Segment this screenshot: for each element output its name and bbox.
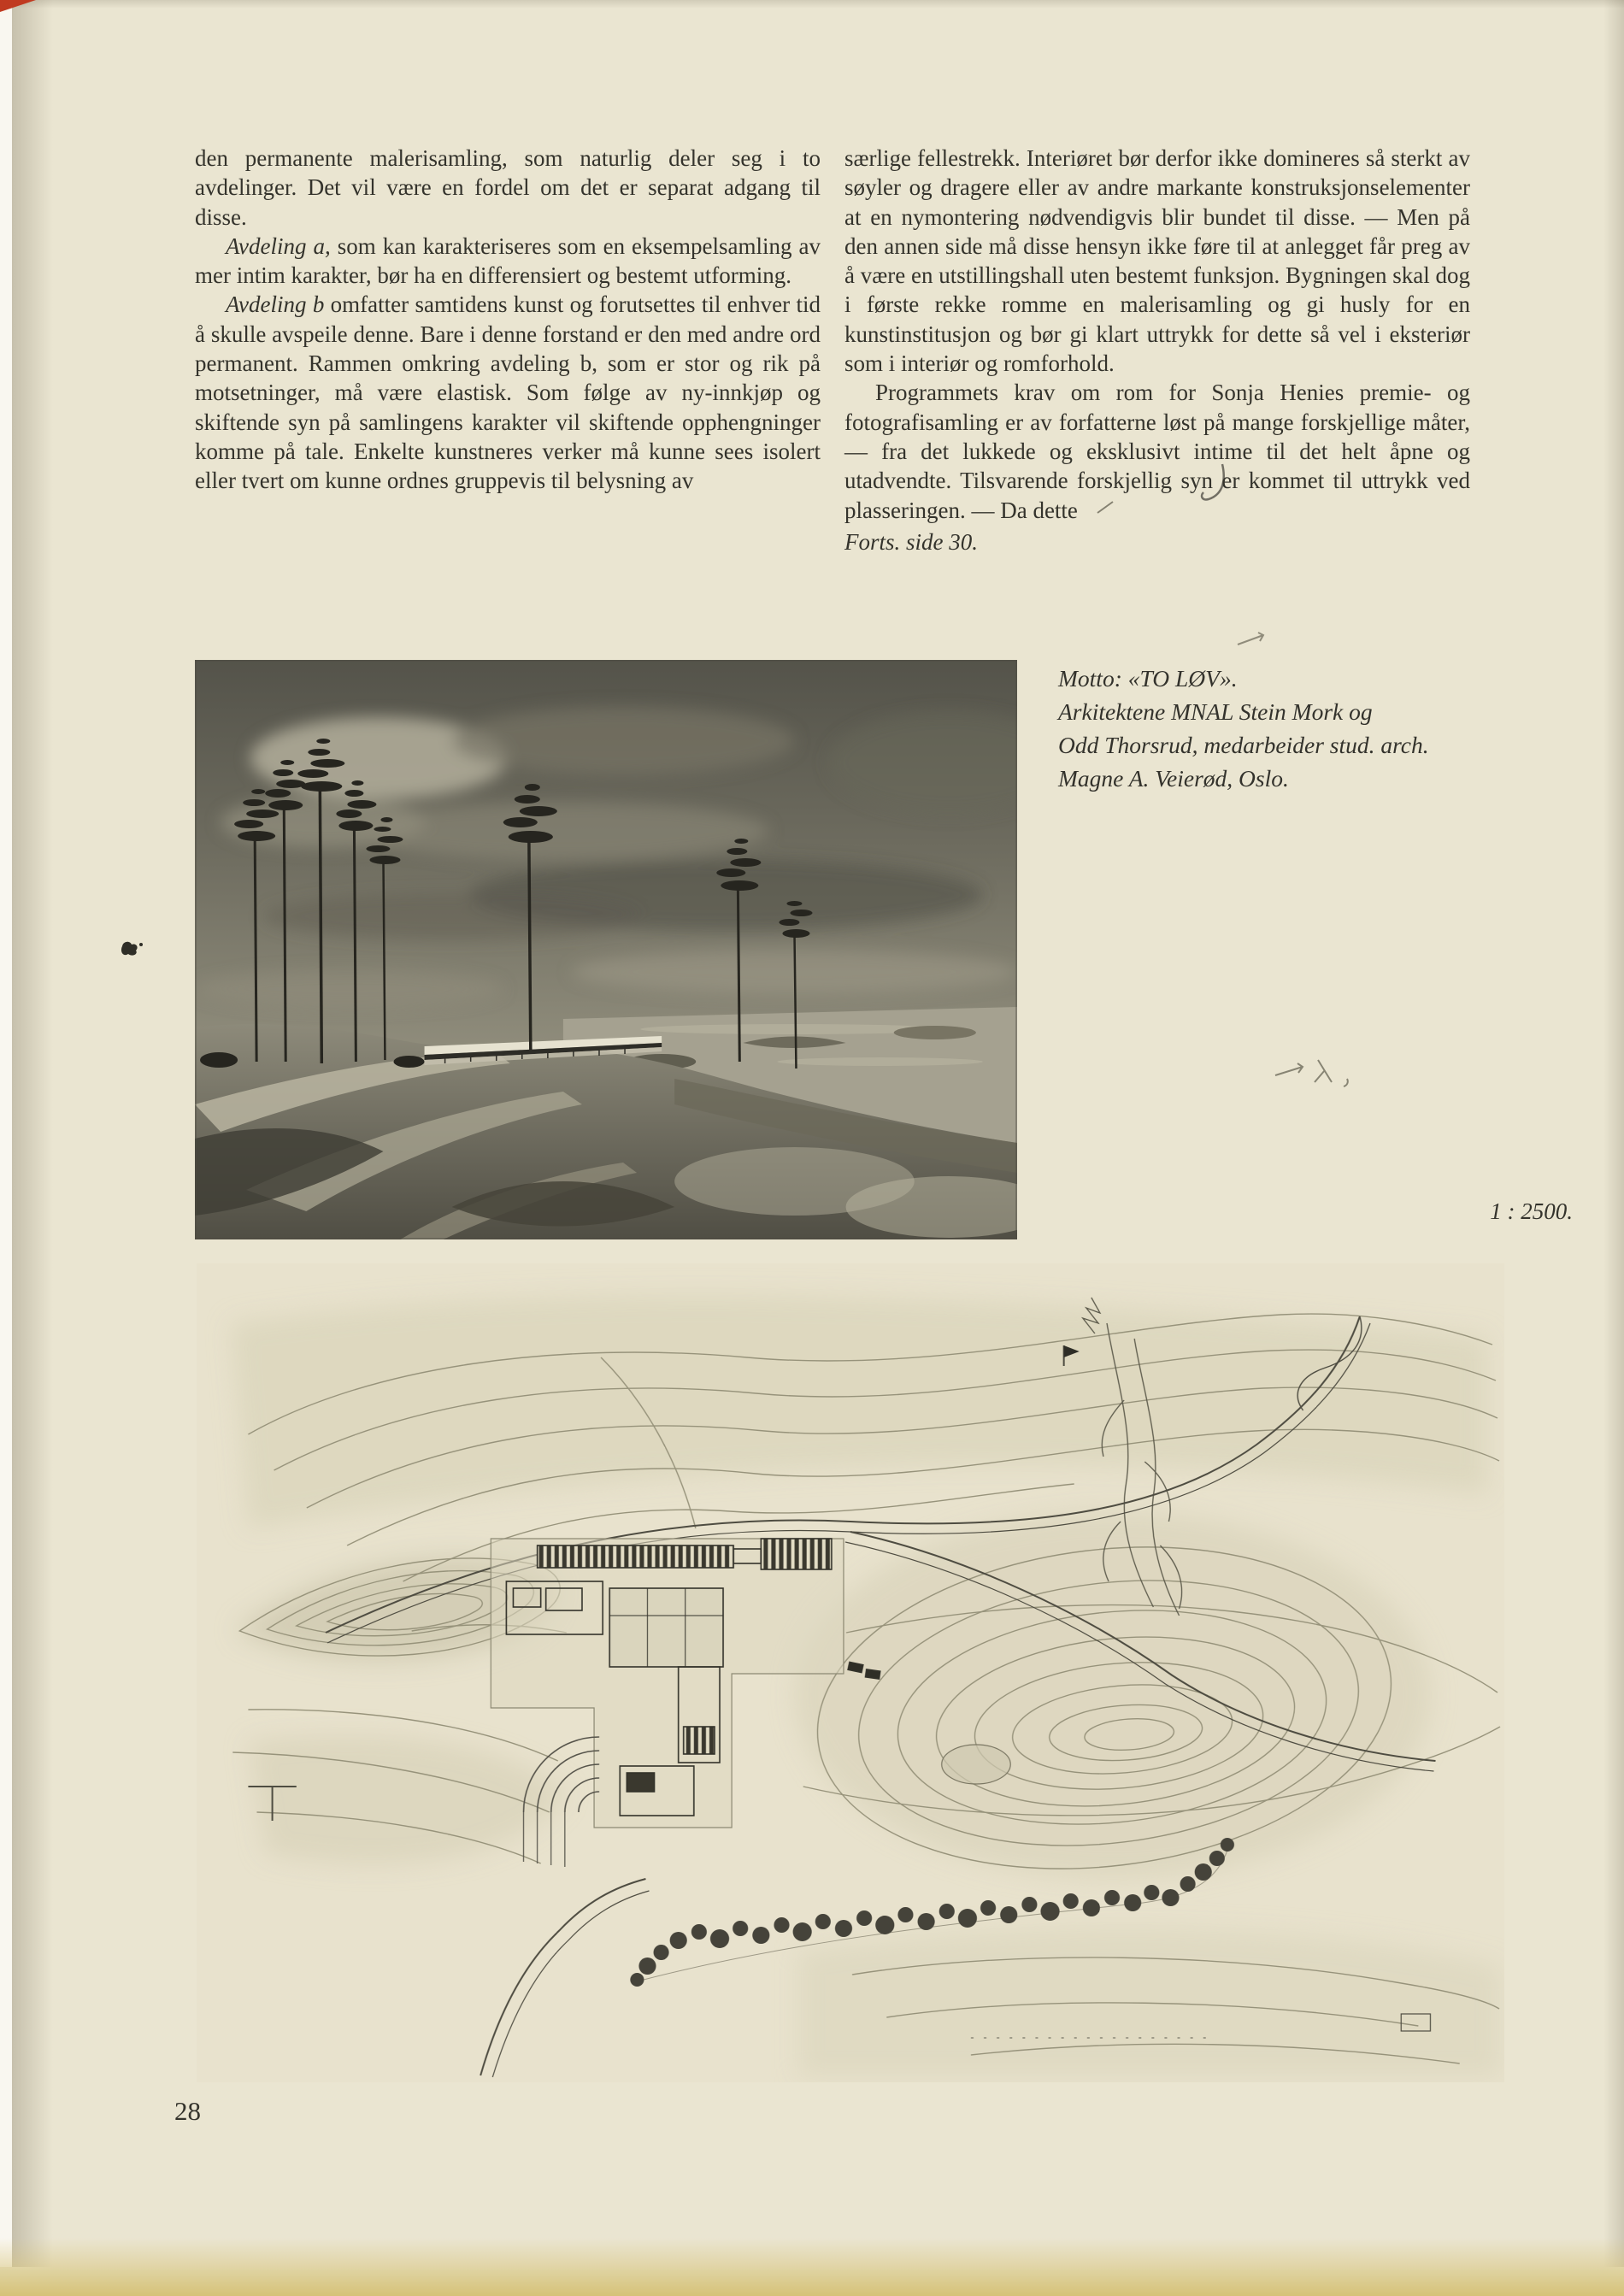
paragraph <box>844 378 1470 524</box>
article-body <box>195 144 1470 556</box>
paragraph-lead: Avdeling a, <box>226 233 331 259</box>
page-left-edge <box>0 0 12 2296</box>
binding-shadow <box>12 0 53 2296</box>
pencil-mark-scribble <box>1274 1057 1368 1091</box>
page-bottom-edge <box>0 2267 1624 2296</box>
caption-line: Motto: «TO LØV». <box>1058 665 1238 692</box>
perspective-rendering-figure <box>195 660 1017 1239</box>
site-plan-drawing <box>197 1263 1504 2082</box>
caption-line: Odd Thorsrud, medarbeider stud. arch. <box>1058 732 1429 758</box>
paragraph <box>195 144 821 232</box>
paragraph-text: den permanente malerisamling, som naturlig deler seg i to avdelinger. Det vil være en fordel om det er separat adgang til disse. <box>195 145 821 230</box>
ink-blot <box>118 939 145 961</box>
left-column <box>195 144 821 556</box>
paragraph <box>844 144 1470 378</box>
page-right-edge <box>1603 0 1624 2296</box>
red-corner-mark <box>0 0 36 12</box>
site-plan-figure <box>197 1263 1504 2082</box>
scale-label: 1 : 2500. <box>1490 1198 1573 1224</box>
paragraph-lead: Avdeling b <box>226 291 325 318</box>
page-bottom-fade <box>0 2238 1624 2267</box>
continuation-note: Forts. side 30. <box>844 528 979 555</box>
figure-caption <box>1058 662 1524 795</box>
page-top-edge <box>0 0 1624 9</box>
paragraph-text: som kan karakteriseres som en eksempelsamling av mer intim karakter, bør ha en differensiert og bestemt utforming. <box>195 233 821 289</box>
paragraph-text: omfatter samtidens kunst og forutsettes til enhver tid å skulle avspeile denne. Bare i denne forstand er den med andre ord permanent. Rammen omkring avdeling b, som er stor og rik på motsetninger, må være elastisk. Som følge av ny-innkjøp og skiftende syn på samlingens karakter vil skiftende opphengninger komme på tale. Enkelte kunstneres verker må kunne sees isolert eller tvert om kunne ordnes gruppevis til belysning av <box>195 291 821 494</box>
page-number: 28 <box>174 2096 201 2126</box>
pencil-mark-arrow <box>1236 631 1270 650</box>
perspective-rendering <box>195 660 1017 1239</box>
caption-line: Arkitektene MNAL Stein Mork og <box>1058 698 1373 725</box>
paragraph <box>195 232 821 291</box>
paragraph-text: Programmets krav om rom for Sonja Henies premie- og fotografisamling er av forfatterne løst på mange forskjellige måter, — fra det lukkede og eksklusivt intime til det helt åpne og utadvendte. Tilsvarende forskjellig syn er kommet til uttrykk ved plasseringen. — Da dette <box>844 380 1470 523</box>
paragraph <box>195 290 821 495</box>
paragraph-text: særlige fellestrekk. Interiøret bør derfor ikke domineres så sterkt av søyler og dragere eller av andre markante konstruksjonselementer at en nymontering nødvendigvis blir bundet til disse. — Men på den annen side må disse hensyn ikke føre til at anlegget får preg av å være en utstillingshall uten bestemt funksjon. Bygningen skal dog i første rekke romme en malerisamling og gi husly for en kunstinstitusjon og bør gi klart uttrykk for dette så vel i eksteriør som i interiør og romforhold. <box>844 145 1470 377</box>
caption-line: Magne A. Veierød, Oslo. <box>1058 765 1289 792</box>
right-column <box>844 144 1470 556</box>
